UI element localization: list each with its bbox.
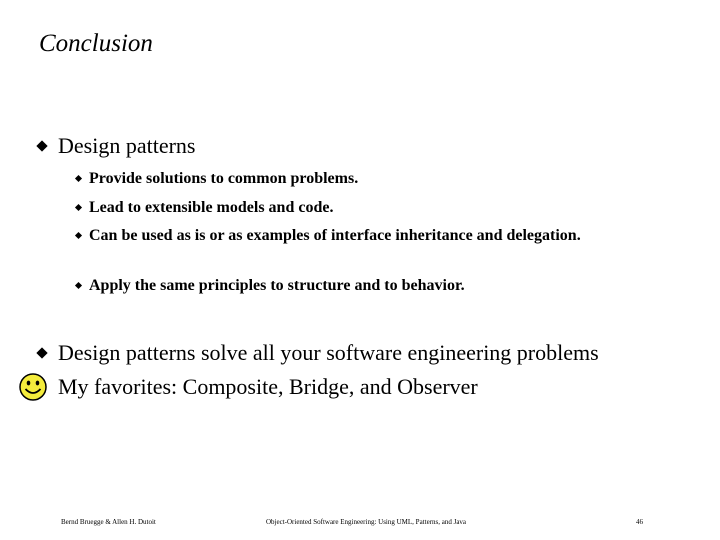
slide-title: Conclusion [39,30,153,57]
smiley-face-icon [18,372,48,402]
footer-page-number: 46 [636,518,643,526]
footer-authors: Bernd Bruegge & Allen H. Dutoit [61,518,156,526]
footer-book-title: Object-Oriented Software Engineering: Using UML, Patterns, and Java [266,518,467,526]
subbullet-diamond-icon [75,204,82,211]
subbullet-extensible: Lead to extensible models and code. [89,199,334,216]
subbullet-diamond-icon [75,232,82,239]
subbullet-solutions: Provide solutions to common problems. [89,170,359,187]
bullet-diamond-icon [36,347,47,358]
bullet-design-patterns: Design patterns [58,133,196,158]
subbullet-diamond-icon [75,282,82,289]
subbullet-diamond-icon [75,175,82,182]
bullet-solve-all-problems: Design patterns solve all your software engineering problems [58,340,599,365]
subbullet-same-principles: Apply the same principles to structure and to behavior. [89,277,465,294]
subbullet-used-as-is: Can be used as is or as examples of interface inheritance and delegation. [89,227,581,244]
bullet-diamond-icon [36,140,47,151]
bullet-favorites: My favorites: Composite, Bridge, and Observer [58,374,478,399]
